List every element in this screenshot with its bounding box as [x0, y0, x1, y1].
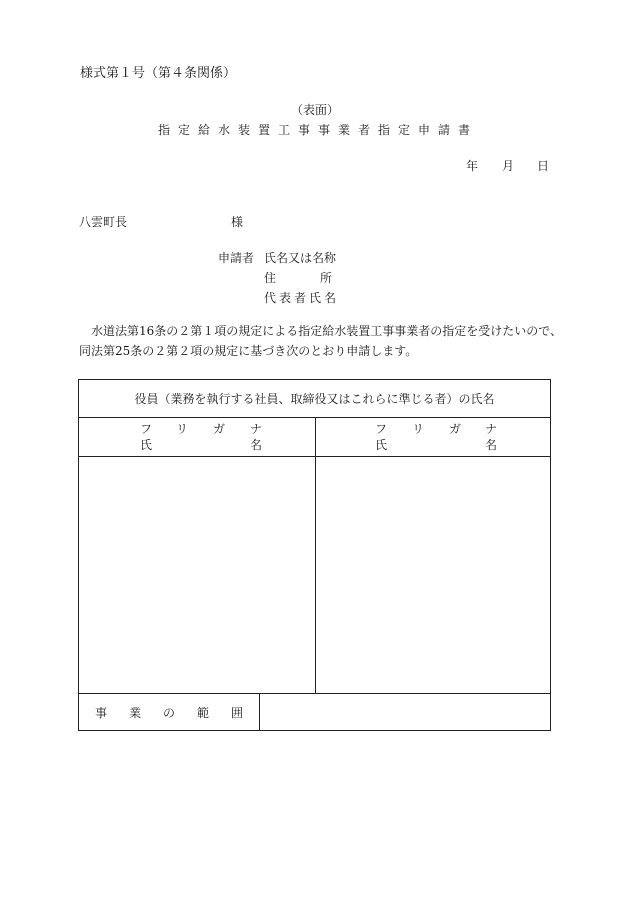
right-furigana-1: フ — [375, 422, 388, 436]
left-furigana-1: フ — [140, 422, 153, 436]
applicant-label: 申請者 — [218, 251, 255, 265]
right-furigana-3: ガ — [449, 422, 462, 436]
date-year: 年 — [466, 159, 479, 173]
left-furigana-4: ナ — [250, 422, 263, 436]
right-furigana-4: ナ — [485, 422, 498, 436]
addressee-name: 八雲町長 — [79, 215, 128, 229]
right-name-2: 名 — [485, 438, 498, 452]
form-number: 様式第１号（第４条関係） — [80, 66, 237, 81]
officers-entry-left[interactable] — [79, 457, 315, 693]
left-furigana-2: リ — [176, 422, 189, 436]
right-name-1: 氏 — [375, 438, 388, 452]
body-text-line-2: 同法第25条の２第２項の規定に基づき次のとおり申請します。 — [79, 344, 418, 358]
officers-table — [78, 379, 551, 731]
addressee-honorific: 様 — [231, 215, 244, 229]
left-furigana-3: ガ — [213, 422, 226, 436]
right-furigana-2: リ — [412, 422, 425, 436]
date-day: 日 — [537, 159, 550, 173]
date-month: 月 — [502, 159, 515, 173]
applicant-representative-field: 代表者氏名 — [264, 291, 340, 305]
scope-label: 事業の範囲 — [95, 706, 266, 720]
left-name-2: 名 — [250, 438, 263, 452]
document-title: 指定給水装置工事事業者指定申請書 — [157, 123, 478, 137]
table-divider — [79, 693, 550, 694]
left-name-1: 氏 — [140, 438, 153, 452]
officers-entry-right[interactable] — [316, 457, 551, 693]
applicant-name-field: 氏名又は名称 — [264, 251, 337, 265]
body-text-line-1: 水道法第16条の２第１項の規定による指定給水装置工事事業者の指定を受けたいので、 — [91, 324, 563, 338]
side-label: （表面） — [290, 103, 339, 117]
officers-table-header: 役員（業務を執行する社員、取締役又はこれらに準じる者）の氏名 — [134, 392, 495, 406]
applicant-address-field: 住所 — [264, 271, 377, 285]
